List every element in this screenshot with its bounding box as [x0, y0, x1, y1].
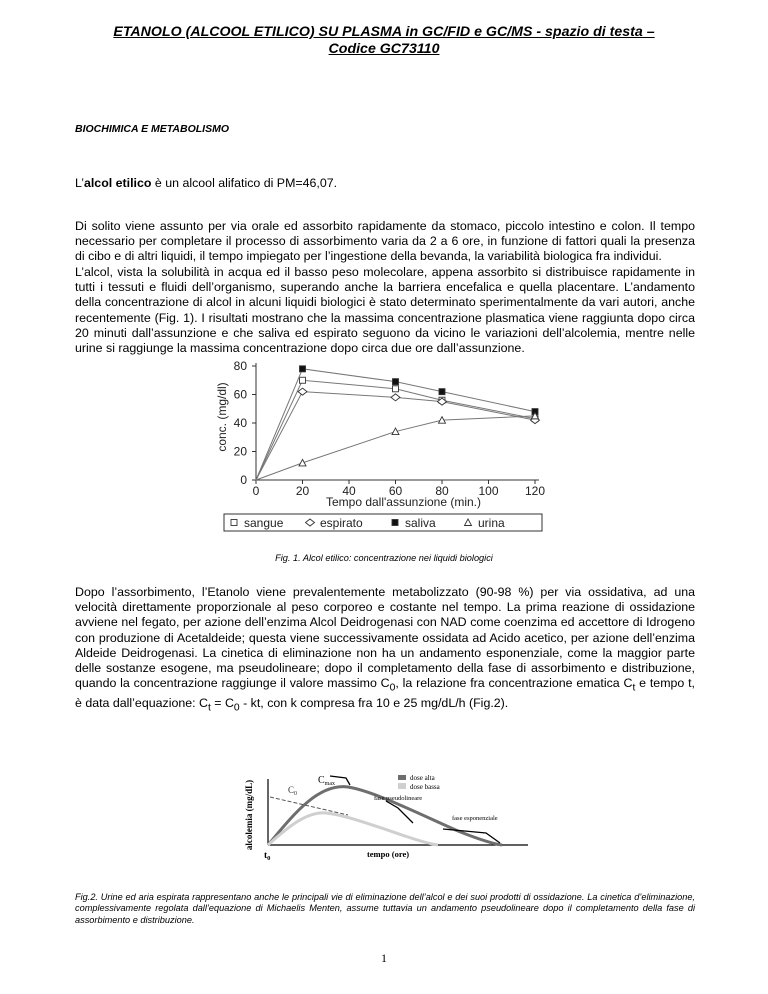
legend-label-sangue: sangue — [244, 516, 284, 530]
y-tick-label: 20 — [233, 444, 247, 459]
y-tick-label: 0 — [240, 473, 247, 487]
figure-2-chart — [238, 775, 538, 863]
figure-1-caption: Fig. 1. Alcol etilico: concentrazione nei liquidi biologici — [275, 553, 493, 563]
metabolism-text-5: - kt, con k compresa fra 10 e 25 mg/dL/h (Fig.2). — [239, 695, 509, 710]
legend-label-urina: urina — [478, 516, 505, 530]
y-tick-label: 60 — [233, 387, 247, 402]
series-line-urina — [256, 416, 535, 480]
x-axis-label: tempo (ore) — [366, 849, 410, 859]
metabolism-text-1: Dopo l’assorbimento, l’Etanolo viene prevalentemente metabolizzato (90-98 %) per via ossidativa, ad una velocità direttamente proporzionale al peso corporeo e costante nel tempo. La prima reazione di ossidazione avviene nel fegato, per azione dell’enzima Alcol Deidrogenasi con NAD come coenzima ed accettore di Idrogeno con produzione di Acetaldeide; questa viene successivamente ossidata ad Acido acetico, per azione dell’enzima Aldeide Deidrogenasi. La cinetica di eliminazione non ha un andamento esponenziale, come la maggior parte delle sostanze esogene, ma pseudolineare; dopo il completamento della fase di assorbimento e distribuzione, quando la concentrazione raggiunge il valore massimo C — [75, 585, 695, 691]
x-tick-label: 40 — [342, 484, 356, 498]
data-point-saliva — [439, 389, 445, 395]
section-heading: BIOCHIMICA E METABOLISMO — [75, 123, 229, 135]
title-line-2: Codice GC73110 — [328, 41, 440, 57]
series-saliva — [256, 366, 538, 480]
series-urina — [256, 412, 539, 480]
legend-swatch-dose-bassa — [398, 783, 406, 789]
title-line-1: ETANOLO (ALCOOL ETILICO) SU PLASMA in GC/FID e GC/MS - spazio di testa – — [113, 24, 655, 40]
cmax-label: $C_{max}$ — [318, 775, 336, 787]
metabolism-text-3: e tempo t, è data dall’equazione: C — [75, 676, 696, 710]
metabolism-sub-1: 0 — [389, 682, 396, 694]
metabolism-sub-4: 0 — [233, 702, 240, 714]
metabolism-paragraph — [75, 585, 695, 716]
data-point-saliva — [393, 379, 399, 385]
legend-label-saliva: saliva — [405, 516, 436, 530]
legend-marker-sangue — [231, 520, 237, 526]
figure-2-caption: Fig.2. Urine ed aria espirata rappresentano anche le principali vie di eliminazione dell’alcol e dei suoi prodotti di ossidazione. La cinetica d’eliminazione, complessivamente regolata dall’equazione di Michaelis Menten, assume tuttavia un andamento pseudolineare dopo il completamento della fase di assorbimento e distribuzione. — [75, 892, 695, 925]
x-origin-label: $t_0$ — [264, 851, 271, 862]
metabolism-sub-2: t — [632, 682, 636, 694]
intro-bold-term: alcol etilico — [83, 176, 152, 190]
x-tick-label: 80 — [435, 484, 449, 498]
absorption-paragraph: Di solito viene assunto per via orale ed assorbito rapidamente da stomaco, piccolo intestino e colon. Il tempo necessario per completare il processo di assorbimento varia da 2 a 6 ore, in funzione di fattori quali la presenza di cibo e di altri liquidi, il tempo impiegato per l’ingestione della bevanda, la variabilità biologica fra individui. — [75, 219, 695, 264]
page-number: 1 — [381, 951, 387, 965]
distribution-paragraph: L’alcol, vista la solubilità in acqua ed il basso peso molecolare, appena assorbito si distribuisce rapidamente in tutti i tessuti e fluidi dell’organismo, superando anche la barriera encefalica e quella placentare. L’andamento della concentrazione di alcol in alcuni liquidi biologici è stato determinato sperimentalmente da vari autori, anche recentemente (Fig. 1). I risultati mostrano che la massima concentrazione plasmatica viene raggiunta dopo circa 20 minuti dall’assunzione e che saliva ed espirato seguono da vicino le variazioni dell’alcolemia, mentre nelle urine si raggiunge la massima concentrazione dopo circa due ore dall’assunzione. — [75, 265, 695, 356]
metabolism-text-4: = C — [210, 695, 234, 710]
intro-post: è un alcool alifatico di PM=46,07. — [151, 176, 338, 190]
data-point-urina — [299, 459, 306, 466]
metabolism-sub-3: t — [207, 702, 211, 714]
figure-1-chart — [210, 358, 560, 544]
exponential-label: fase esponenziale — [452, 815, 498, 822]
legend-label-espirato: espirato — [320, 516, 363, 530]
c0-label-sub: 0 — [294, 791, 298, 797]
c0-label: $C_0$ — [288, 785, 298, 797]
data-point-sangue — [300, 377, 306, 383]
document-title — [60, 24, 708, 58]
x-origin-sub: 0 — [267, 855, 271, 862]
data-point-espirato — [391, 394, 400, 401]
legend-swatch-dose-alta — [398, 775, 406, 780]
cmax-label-sub: max — [324, 781, 336, 787]
x-tick-label: 120 — [524, 484, 546, 498]
y-tick-label: 40 — [233, 416, 247, 430]
x-tick-label: 20 — [295, 484, 310, 498]
legend-marker-saliva — [392, 520, 398, 526]
series-line-espirato — [256, 392, 535, 480]
intro-paragraph — [75, 176, 695, 191]
data-point-sangue — [393, 386, 399, 392]
x-tick-label: 0 — [252, 484, 260, 498]
legend-label-dose-alta: dose alta — [410, 775, 435, 782]
x-tick-label: 100 — [478, 484, 499, 498]
pseudolinear-label: fase pseudolineare — [374, 795, 423, 802]
y-tick-label: 80 — [233, 359, 247, 373]
y-axis-label: alcolemia (mg/dL) — [244, 779, 254, 851]
legend-label-dose-bassa: dose bassa — [410, 783, 440, 791]
data-point-saliva — [300, 366, 306, 372]
legend — [224, 514, 542, 531]
x-axis-label: Tempo dall'assunzione (min.) — [325, 495, 482, 509]
data-point-espirato — [298, 388, 307, 395]
metabolism-text-2: , la relazione fra concentrazione ematica C — [395, 676, 633, 691]
x-tick-label: 60 — [388, 484, 403, 498]
y-axis-label: conc. (mg/dl) — [215, 382, 229, 452]
intro-pre: L’ — [75, 176, 84, 190]
